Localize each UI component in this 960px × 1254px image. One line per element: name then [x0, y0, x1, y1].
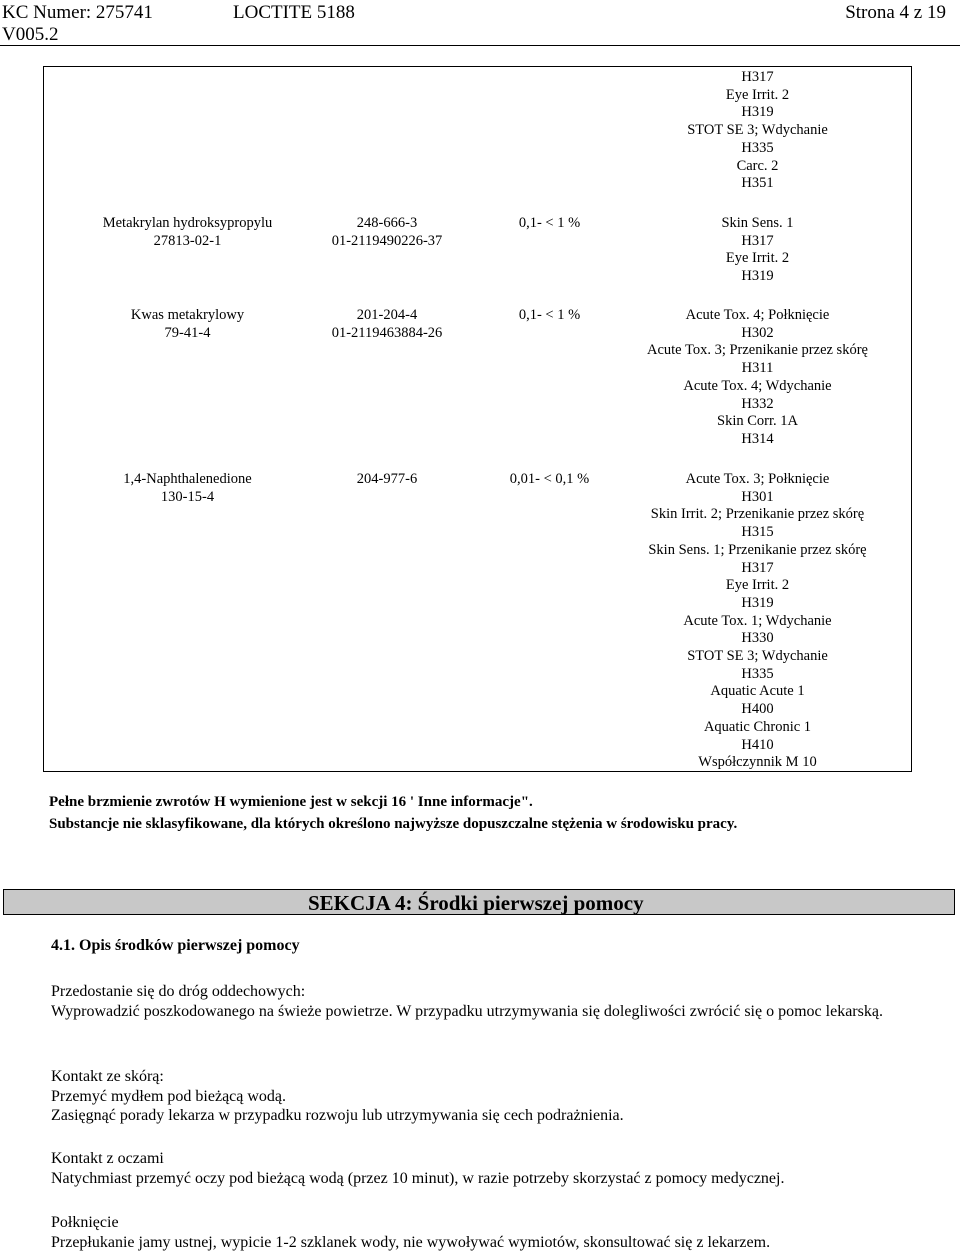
ec-number-cell	[331, 215, 443, 250]
kc-number: KC Numer: 275741	[2, 2, 153, 23]
cell-line: Skin Sens. 1; Przenikanie przez skórę	[648, 541, 867, 558]
first-aid-heading: Kontakt z oczami	[51, 1150, 164, 1167]
cell-line: Aquatic Chronic 1	[703, 718, 812, 735]
composition-table	[43, 66, 912, 772]
cell-line: H315	[741, 524, 774, 541]
first-aid-text: Przepłukanie jamy ustnej, wypicie 1-2 szklanek wody, nie wywoływać wymiotów, skonsultować się z lekarzem.	[51, 1233, 771, 1251]
substance-name-cell	[44, 307, 331, 342]
cell-line: Eye Irrit. 2	[725, 250, 790, 267]
cell-line: Współczynnik M 10	[698, 754, 817, 771]
cell-line: 204-977-6	[356, 471, 418, 487]
cell-line: H302	[741, 324, 774, 341]
first-aid-text: Natychmiast przemyć oczy pod bieżącą wodą (przez 10 minut), w razie potrzeby skorzystać z pomocy medycznej.	[51, 1169, 785, 1187]
cell-line: STOT SE 3; Wdychanie	[687, 648, 828, 665]
cell-line: Skin Sens. 1	[721, 215, 794, 231]
cell-line: 79-41-4	[164, 324, 211, 341]
cell-line: H400	[741, 701, 774, 718]
unclassified-substances-note: Substancje nie sklasyfikowane, dla których określono najwyższe dopuszczalne stężenia w środowisku pracy.	[49, 816, 738, 832]
subsection-heading: 4.1. Opis środków pierwszej pomocy	[51, 937, 300, 954]
cell-line: Aquatic Acute 1	[710, 683, 805, 700]
cell-line: H301	[741, 488, 774, 505]
cell-line: H319	[741, 104, 774, 121]
classification-cell	[610, 307, 905, 449]
cell-line: H332	[741, 395, 774, 412]
page-number: Strona 4 z 19	[845, 2, 946, 23]
cell-line: 01-2119490226-37	[331, 232, 443, 249]
classification-cell	[610, 471, 905, 772]
ec-number-cell	[331, 471, 443, 489]
page-header	[0, 0, 960, 44]
cell-line: H314	[741, 430, 774, 447]
first-aid-text: Wyprowadzić poszkodowanego na świeże powietrze. W przypadku utrzymywania się dolegliwości zwrócić się o pomoc lekarską.	[51, 1002, 883, 1020]
first-aid-ingestion	[51, 1213, 911, 1252]
cell-line: Eye Irrit. 2	[725, 577, 790, 594]
cell-line: 201-204-4	[356, 307, 418, 323]
first-aid-eyes	[51, 1149, 911, 1188]
concentration-cell: 0,1- < 1 %	[518, 307, 581, 323]
cell-line: H335	[741, 665, 774, 682]
first-aid-inhalation	[51, 982, 911, 1021]
cell-line: H319	[741, 594, 774, 611]
cell-line: STOT SE 3; Wdychanie	[687, 122, 828, 139]
cell-line: Metakrylan hydroksypropylu	[102, 215, 273, 231]
first-aid-text: Przemyć mydłem pod bieżącą wodą. Zasięgnąć porady lekarza w przypadku rozwoju lub utrzymywania się cech podrażnienia.	[51, 1087, 624, 1124]
classification-cell	[610, 215, 905, 286]
cell-line: 1,4-Naphthalenedione	[123, 471, 252, 487]
classification-cell	[610, 69, 905, 193]
concentration-cell: 0,01- < 0,1 %	[509, 471, 590, 487]
first-aid-heading: Połknięcie	[51, 1214, 119, 1231]
cell-line: Kwas metakrylowy	[130, 307, 245, 323]
cell-line: Acute Tox. 3; Przenikanie przez skórę	[647, 342, 868, 359]
document-version: V005.2	[2, 24, 59, 45]
first-aid-heading: Kontakt ze skórą:	[51, 1068, 164, 1085]
cell-line: Acute Tox. 4; Wdychanie	[683, 377, 832, 394]
cell-line: H317	[741, 559, 774, 576]
cell-line: 130-15-4	[160, 488, 215, 505]
section-title: SEKCJA 4: Środki pierwszej pomocy	[308, 891, 644, 915]
cell-line: Acute Tox. 4; Połknięcie	[685, 307, 830, 323]
cell-line: H330	[741, 630, 774, 647]
cell-line: H335	[741, 139, 774, 156]
cell-line: H311	[741, 360, 774, 377]
cell-line: Carc. 2	[736, 157, 779, 174]
cell-line: Acute Tox. 1; Wdychanie	[683, 612, 832, 629]
cell-line: 01-2119463884-26	[331, 324, 443, 341]
cell-line: Eye Irrit. 2	[725, 86, 790, 103]
substance-name-cell	[44, 471, 331, 506]
concentration-cell: 0,1- < 1 %	[518, 215, 581, 231]
cell-line: H317	[741, 232, 774, 249]
cell-line: 248-666-3	[356, 215, 418, 231]
first-aid-heading: Przedostanie się do dróg oddechowych:	[51, 983, 306, 1000]
h-phrases-note: Pełne brzmienie zwrotów H wymienione jest w sekcji 16 ' Inne informacje".	[49, 794, 533, 810]
cell-line: H319	[741, 268, 774, 285]
substance-name-cell	[44, 215, 331, 250]
cell-line: H410	[741, 736, 774, 753]
cell-line: 27813-02-1	[153, 232, 222, 249]
cell-line: H351	[741, 175, 774, 192]
first-aid-skin	[51, 1067, 911, 1126]
ec-number-cell	[331, 307, 443, 342]
product-name: LOCTITE 5188	[233, 2, 355, 23]
header-divider	[0, 45, 960, 46]
cell-line: Skin Corr. 1A	[717, 413, 798, 430]
cell-line: H317	[741, 69, 774, 85]
cell-line: Skin Irrit. 2; Przenikanie przez skórę	[650, 506, 865, 523]
cell-line: Acute Tox. 3; Połknięcie	[685, 471, 830, 487]
